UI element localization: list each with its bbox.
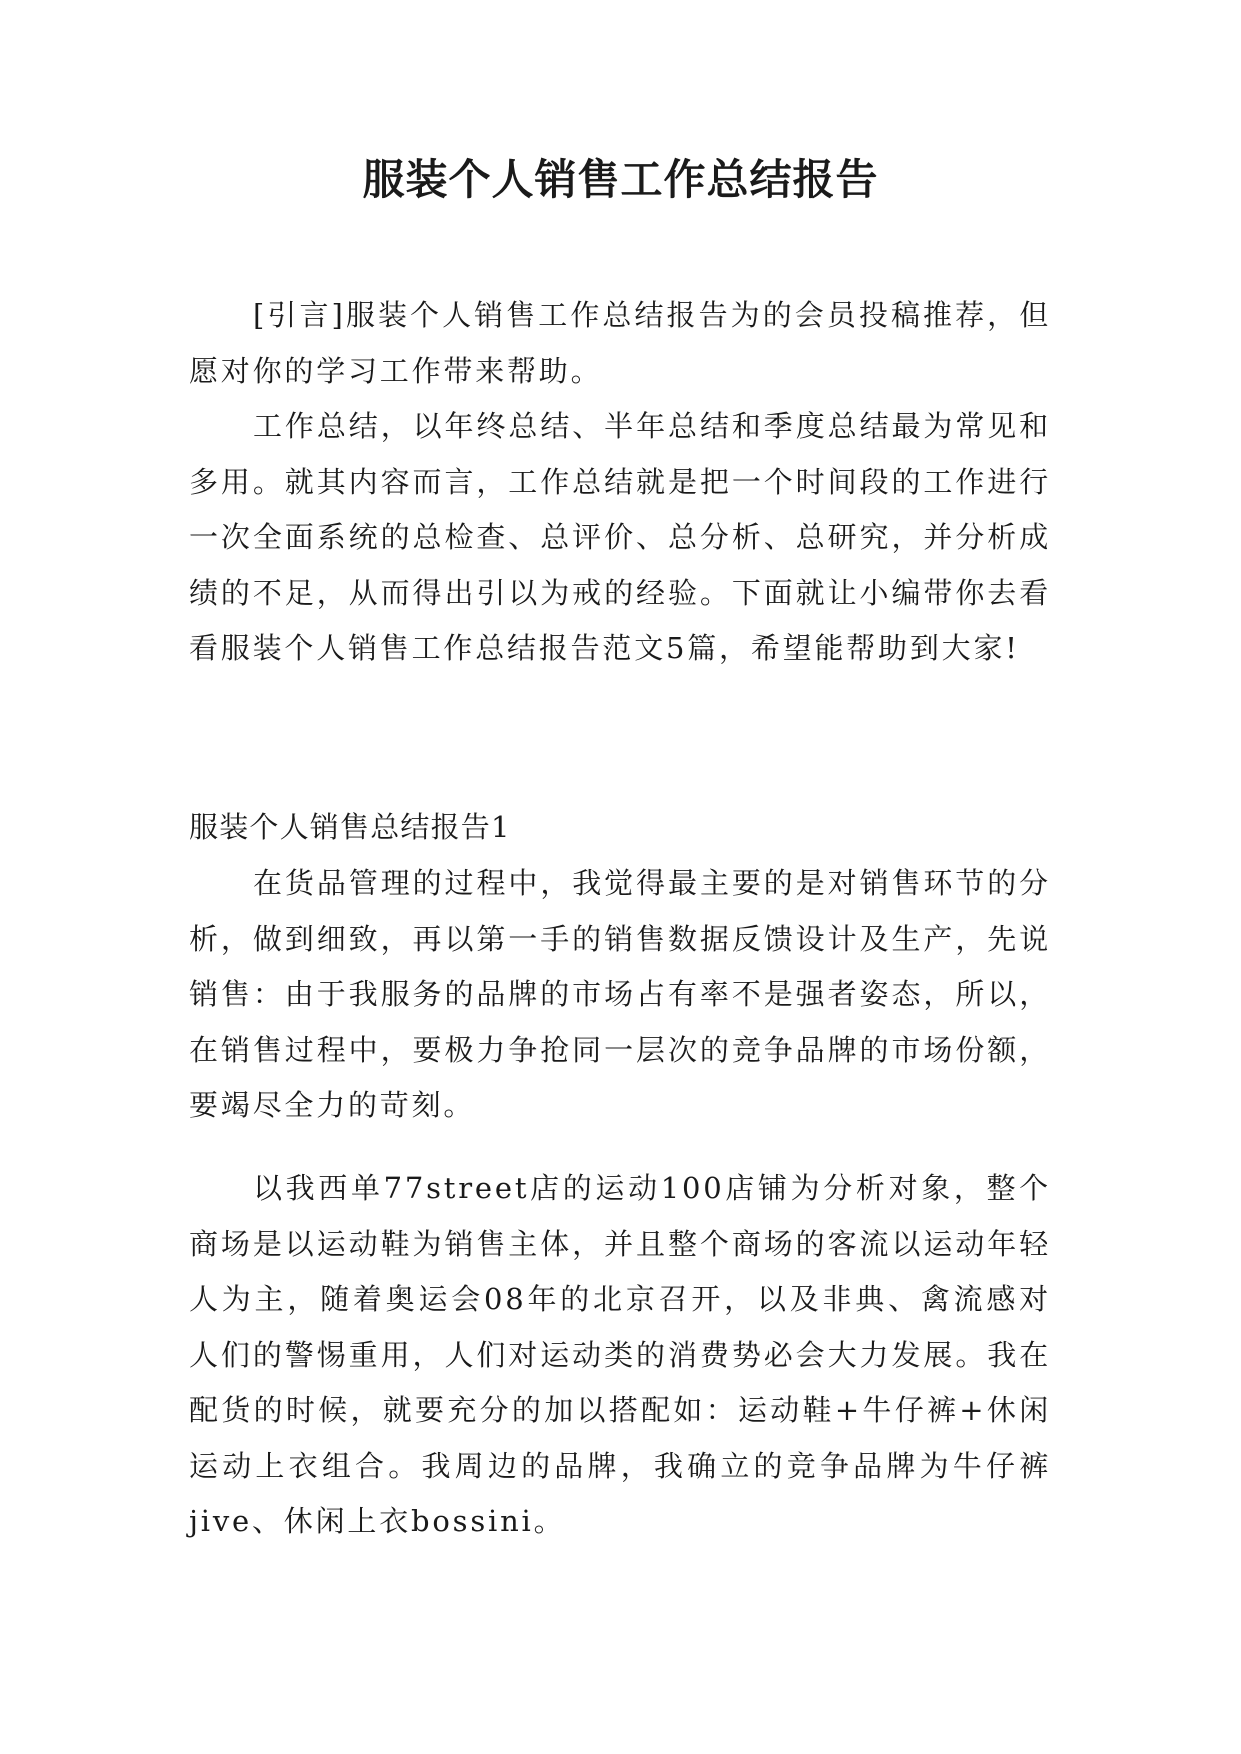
document-title: 服装个人销售工作总结报告 — [362, 155, 879, 204]
intro-paragraph: [引言]服装个人销售工作总结报告为的会员投稿推荐，但愿对你的学习工作带来帮助。 — [189, 298, 1051, 388]
section-paragraph-1: 在货品管理的过程中，我觉得最主要的是对销售环节的分析，做到细致，再以第一手的销售数据反馈设计及生产，先说销售：由于我服务的品牌的市场占有率不是强者姿态，所以，在销售过程中，要极力争抢同一层次的竞争品牌的市场份额，要竭尽全力的苛刻。 — [189, 866, 1051, 1122]
overview-paragraph: 工作总结，以年终总结、半年总结和季度总结最为常见和多用。就其内容而言，工作总结就是把一个时间段的工作进行一次全面系统的总检查、总评价、总分析、总研究，并分析成绩的不足，从而得出引以为戒的经验。下面就让小编带你去看看服装个人销售工作总结报告范文5篇，希望能帮助到大家! — [189, 409, 1051, 665]
section-paragraph-2: 以我西单77street店的运动100店铺为分析对象，整个商场是以运动鞋为销售主体，并且整个商场的客流以运动年轻人为主，随着奥运会08年的北京召开，以及非典、禽流感对人们的警惕重用，人们对运动类的消费势必会大力发展。我在配货的时候，就要充分的加以搭配如：运动鞋+牛仔裤+休闲运动上衣组合。我周边的品牌，我确立的竞争品牌为牛仔裤jive、休闲上衣bossini。 — [189, 1171, 1051, 1538]
section-heading: 服装个人销售总结报告1 — [189, 810, 511, 844]
